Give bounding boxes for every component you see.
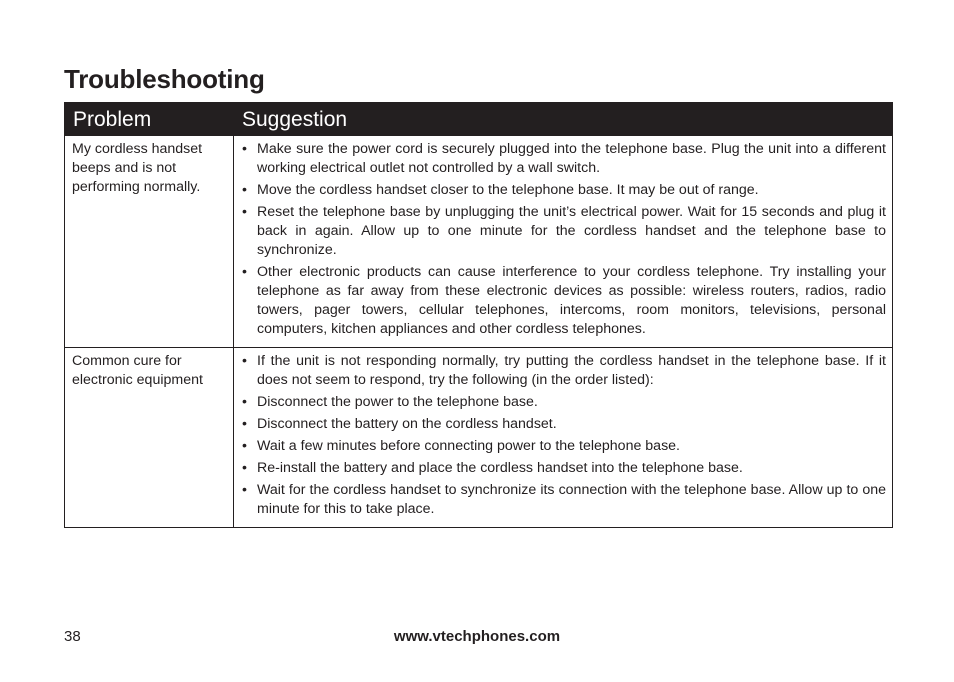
- suggestion-item: [241, 263, 886, 339]
- bullet-icon: •: [242, 264, 247, 280]
- page-title: Troubleshooting: [64, 64, 265, 94]
- table-header-row: [65, 103, 892, 136]
- suggestion-item: [241, 203, 886, 260]
- suggestion-text: Wait for the cordless handset to synchronize its connection with the telephone base. Allow up to one minute for this to take place.: [257, 482, 886, 517]
- suggestion-text: Other electronic products can cause interference to your cordless telephone. Try installing your telephone as far away from these electronic devices as possible: wireless routers, radios, radio towers, pager towers, cellular telephones, intercoms, room monitors, televisions, personal computers, kitchen appliances and other cordless telephones.: [257, 264, 886, 337]
- problem-cell: Common cure for electronic equipment: [65, 348, 234, 527]
- suggestion-text: Move the cordless handset closer to the telephone base. It may be out of range.: [257, 182, 759, 198]
- suggestion-item: [241, 459, 886, 478]
- suggestion-text: Disconnect the battery on the cordless handset.: [257, 416, 557, 432]
- suggestion-column-header: Suggestion: [242, 107, 348, 131]
- table-row: [65, 347, 892, 527]
- suggestion-list: [241, 352, 886, 519]
- problem-cell: My cordless handset beeps and is not performing normally.: [65, 136, 234, 347]
- suggestion-cell: [234, 348, 892, 527]
- suggestion-item: [241, 352, 886, 390]
- bullet-icon: •: [242, 204, 247, 220]
- troubleshooting-table: [64, 102, 893, 528]
- suggestion-item: [241, 140, 886, 178]
- problem-column-header: Problem: [73, 107, 152, 131]
- suggestion-text: If the unit is not responding normally, try putting the cordless handset in the telephone base. If it does not seem to respond, try the following (in the order listed):: [257, 353, 886, 388]
- suggestion-cell: [234, 136, 892, 347]
- suggestion-item: [241, 415, 886, 434]
- bullet-icon: •: [242, 353, 247, 369]
- bullet-icon: •: [242, 460, 247, 476]
- bullet-icon: •: [242, 438, 247, 454]
- page-number: 38: [64, 628, 81, 645]
- suggestion-item: [241, 181, 886, 200]
- website-link[interactable]: www.vtechphones.com: [393, 628, 561, 645]
- suggestion-text: Reset the telephone base by unplugging the unit’s electrical power. Wait for 15 seconds and plug it back in again. Allow up to one minute for the cordless handset and the telephone base to synchronize.: [257, 204, 886, 258]
- suggestion-list: [241, 140, 886, 339]
- suggestion-text: Disconnect the power to the telephone base.: [257, 394, 538, 410]
- bullet-icon: •: [242, 482, 247, 498]
- suggestion-text: Make sure the power cord is securely plugged into the telephone base. Plug the unit into a different working electrical outlet not controlled by a wall switch.: [257, 141, 886, 176]
- suggestion-item: [241, 393, 886, 412]
- table-row: [65, 136, 892, 347]
- bullet-icon: •: [242, 394, 247, 410]
- bullet-icon: •: [242, 141, 247, 157]
- suggestion-item: [241, 481, 886, 519]
- bullet-icon: •: [242, 182, 247, 198]
- bullet-icon: •: [242, 416, 247, 432]
- suggestion-item: [241, 437, 886, 456]
- suggestion-text: Re-install the battery and place the cordless handset into the telephone base.: [257, 460, 743, 476]
- suggestion-text: Wait a few minutes before connecting power to the telephone base.: [257, 438, 680, 454]
